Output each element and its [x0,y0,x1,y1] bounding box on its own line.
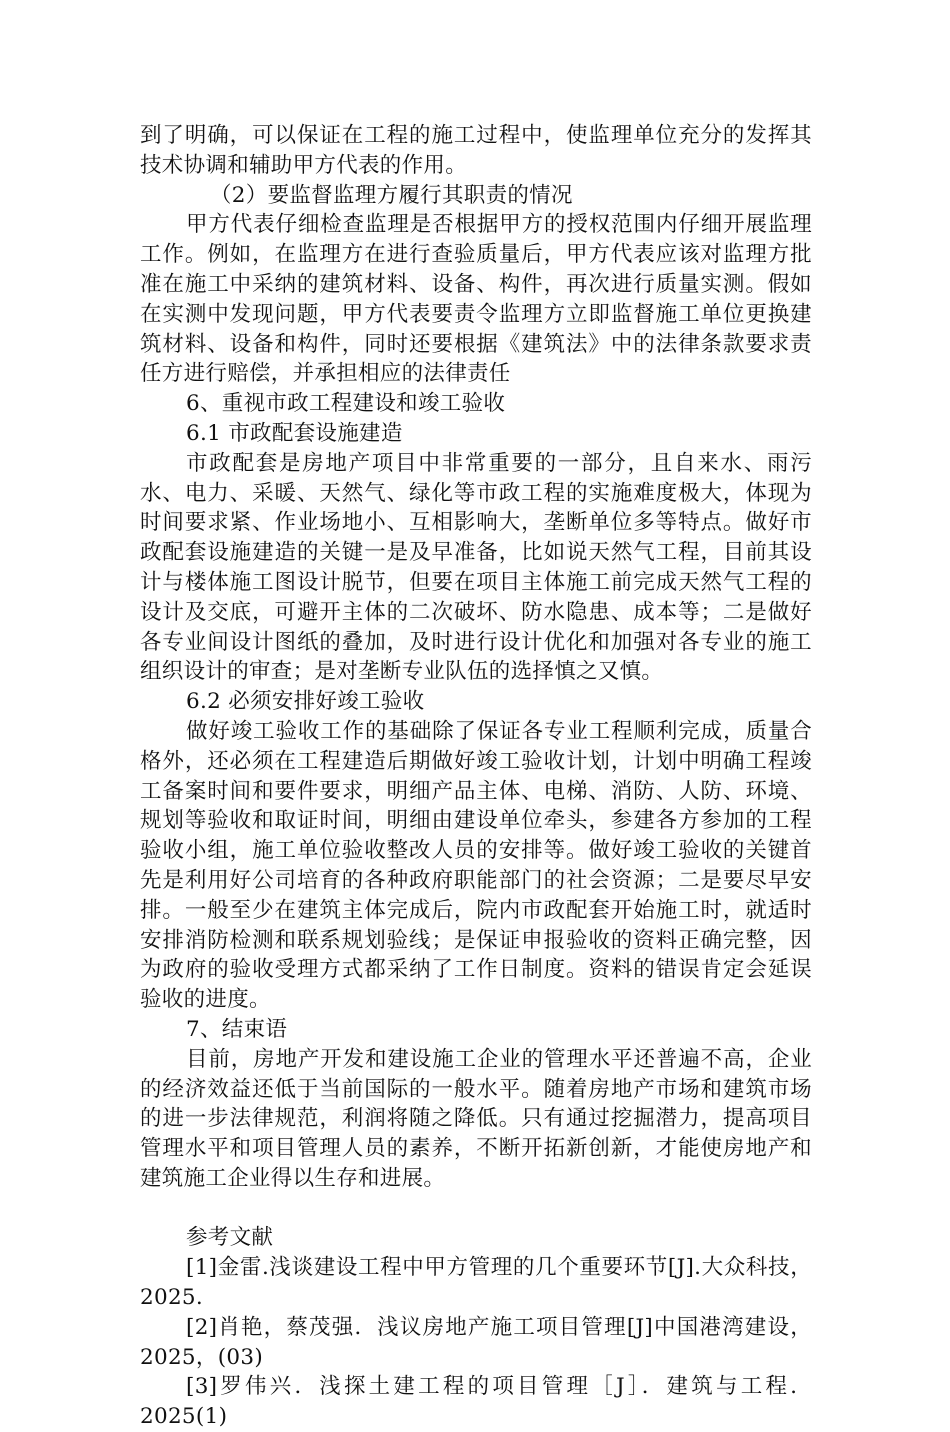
paragraph-conclusion: 目前，房地产开发和建设施工企业的管理水平还普遍不高，企业的经济效益还低于当前国际的一般水平。随着房地产市场和建筑市场的进一步法律规范，利润将随之降低。只有通过挖掘潜力，提高项目管理水平和项目管理人员的素养，不断开拓新创新，才能使房地产和建筑施工企业得以生存和进展。 [140,1046,812,1191]
subheading-2: （2）要监督监理方履行其职责的情况 [210,182,573,208]
paragraph-supervision: 甲方代表仔细检查监理是否根据甲方的授权范围内仔细开展监理工作。例如，在监理方在进行查验质量后，甲方代表应该对监理方批准在施工中采纳的建筑材料、设备、构件，再次进行质量实测。假如在实测中发现问题，甲方代表要责令监理方立即监督施工单位更换建筑材料、设备和构件，同时还要根据《建筑法》中的法律条款要求责任方进行赔偿，并承担相应的法律责任 [140,212,812,387]
section-heading-6: 6、重视市政工程建设和竣工验收 [186,391,506,417]
document-body [140,121,812,1432]
section-heading-6-2: 6.2 必须安排好竣工验收 [186,689,425,715]
reference-item: [2]肖艳，蔡茂强．浅议房地产施工项目管理[J]中国港湾建设，2025，(03) [140,1314,812,1370]
section-heading-7: 7、结束语 [186,1016,288,1042]
references-title: 参考文献 [186,1225,274,1251]
paragraph-municipal: 市政配套是房地产项目中非常重要的一部分，且自来水、雨污水、电力、采暖、天然气、绿化等市政工程的实施难度极大，体现为时间要求紧、作业场地小、互相影响大，垄断单位多等特点。做好市政配套设施建造的关键一是及早准备，比如说天然气工程，目前其设计与楼体施工图设计脱节，但要在项目主体施工前完成天然气工程的设计及交底，可避开主体的二次破坏、防水隐患、成本等；二是做好各专业间设计图纸的叠加，及时进行设计优化和加强对各专业的施工组织设计的审查；是对垄断专业队伍的选择慎之又慎。 [140,450,812,685]
paragraph-continuation: 到了明确，可以保证在工程的施工过程中，使监理单位充分的发挥其技术协调和辅助甲方代表的作用。 [140,123,812,178]
reference-item: [3]罗伟兴．浅探土建工程的项目管理［J］．建筑与工程．2025(1) [140,1374,812,1430]
blank-line [140,1194,812,1224]
reference-item: [1]金雷.浅谈建设工程中甲方管理的几个重要环节[J].大众科技，2025. [140,1255,812,1311]
section-heading-6-1: 6.1 市政配套设施建造 [186,420,403,446]
paragraph-acceptance: 做好竣工验收工作的基础除了保证各专业工程顺利完成，质量合格外，还必须在工程建造后期做好竣工验收计划，计划中明确工程竣工备案时间和要件要求，明细产品主体、电梯、消防、人防、环境、规划等验收和取证时间，明细由建设单位牵头，参建各方参加的工程验收小组，施工单位验收整改人员的安排等。做好竣工验收的关键首先是利用好公司培育的各种政府职能部门的社会资源；二是要尽早安排。一般至少在建筑主体完成后，院内市政配套开始施工时，就适时安排消防检测和联系规划验线；是保证申报验收的资料正确完整，因为政府的验收受理方式都采纳了工作日制度。资料的错误肯定会延误验收的进度。 [140,718,812,1013]
